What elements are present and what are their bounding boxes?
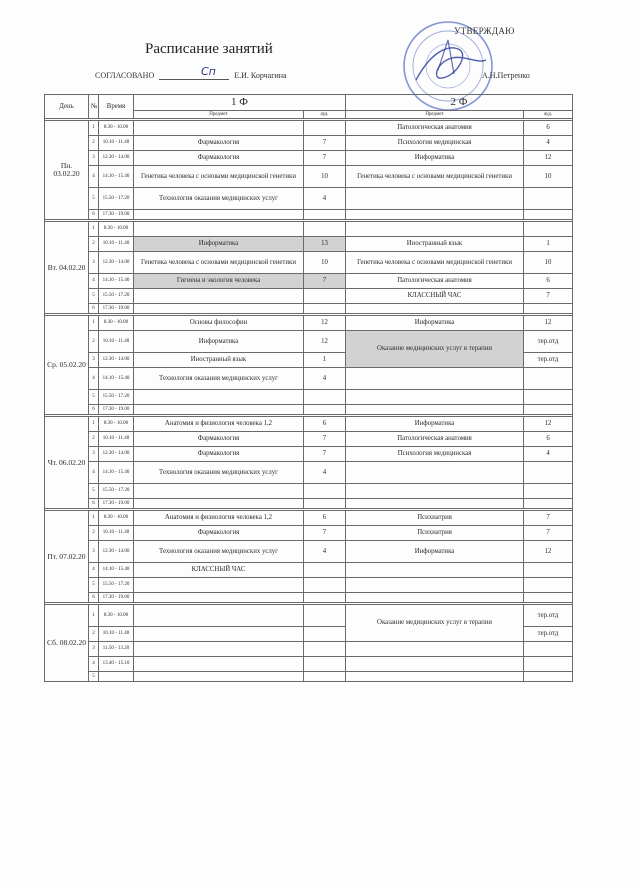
lesson-number: 1	[89, 605, 99, 627]
room-group-1: 7	[304, 274, 346, 289]
table-row	[45, 222, 573, 237]
room-group-1: 10	[304, 166, 346, 188]
subject-group-1: Иностранный язык	[134, 353, 304, 368]
room-group-2	[524, 390, 573, 405]
table-row	[45, 237, 573, 252]
agreed-name: Е.И. Корчагина	[234, 71, 287, 80]
room-group-1: 7	[304, 151, 346, 166]
lesson-time: 15.50 - 17.20	[99, 289, 134, 304]
room-group-1	[304, 289, 346, 304]
subject-group-2: Информатика	[346, 417, 524, 432]
room-group-2	[524, 657, 573, 672]
table-row	[45, 331, 573, 353]
table-row	[45, 484, 573, 499]
room-group-2: 7	[524, 526, 573, 541]
lesson-time: 8.30 - 10.00	[99, 417, 134, 432]
lesson-number: 1	[89, 417, 99, 432]
approve-label: УТВЕРЖДАЮ	[454, 26, 515, 36]
room-group-1	[304, 672, 346, 682]
lesson-time: 10.10 - 11.40	[99, 136, 134, 151]
lesson-number: 4	[89, 274, 99, 289]
lesson-time: 12.30 - 14.00	[99, 447, 134, 462]
subject-group-2	[346, 593, 524, 603]
room-group-2	[524, 642, 573, 657]
table-row	[45, 672, 573, 682]
room-group-1: 4	[304, 541, 346, 563]
room-group-1	[304, 390, 346, 405]
lesson-number: 3	[89, 541, 99, 563]
lesson-number: 3	[89, 151, 99, 166]
lesson-number: 1	[89, 121, 99, 136]
lesson-number: 6	[89, 405, 99, 415]
lesson-time: 12.30 - 14.00	[99, 151, 134, 166]
day-label: Пн. 03.02.20	[45, 121, 89, 220]
room-group-2	[524, 672, 573, 682]
lesson-time	[99, 672, 134, 682]
room-group-1	[304, 642, 346, 657]
lesson-number: 4	[89, 368, 99, 390]
room-group-2	[524, 462, 573, 484]
subject-group-2	[346, 462, 524, 484]
lesson-number: 5	[89, 390, 99, 405]
subject-group-2: Информатика	[346, 541, 524, 563]
header-subject-1: Предмет	[134, 111, 304, 119]
subject-group-1: Анатомия и физиология человека 1,2	[134, 511, 304, 526]
table-row	[45, 151, 573, 166]
room-group-1: 1	[304, 353, 346, 368]
room-group-1: 7	[304, 432, 346, 447]
room-group-2: 6	[524, 121, 573, 136]
room-group-1	[304, 657, 346, 672]
room-group-1	[304, 499, 346, 509]
table-row	[45, 432, 573, 447]
subject-group-1: Технология оказания медицинских услуг	[134, 541, 304, 563]
subject-group-1: Фармакология	[134, 151, 304, 166]
room-group-2: 12	[524, 316, 573, 331]
subject-group-1	[134, 657, 304, 672]
subject-group-2	[346, 405, 524, 415]
lesson-number: 5	[89, 289, 99, 304]
header-room-2: ауд.	[524, 111, 573, 119]
schedule-table	[44, 94, 573, 682]
subject-group-2: Психология медицинская	[346, 447, 524, 462]
room-group-1	[304, 210, 346, 220]
table-row	[45, 252, 573, 274]
subject-group-2: Иностранный язык	[346, 237, 524, 252]
header-group-1: 1 Ф	[134, 95, 346, 111]
table-row	[45, 188, 573, 210]
room-group-1: 4	[304, 368, 346, 390]
subject-group-2: Патологическая анатомия	[346, 121, 524, 136]
subject-group-1	[134, 605, 304, 627]
lesson-time: 14.10 - 15.40	[99, 563, 134, 578]
table-row	[45, 368, 573, 390]
lesson-number: 6	[89, 210, 99, 220]
room-group-2: тер.отд	[524, 605, 573, 627]
table-row	[45, 136, 573, 151]
header-time: Время	[99, 95, 134, 119]
table-row	[45, 541, 573, 563]
room-group-1	[304, 121, 346, 136]
subject-group-1	[134, 222, 304, 237]
signature-line	[159, 71, 229, 80]
lesson-number: 2	[89, 331, 99, 353]
lesson-time: 17.30 - 19.00	[99, 210, 134, 220]
room-group-1	[304, 578, 346, 593]
table-row	[45, 316, 573, 331]
room-group-2	[524, 593, 573, 603]
room-group-2: 4	[524, 447, 573, 462]
subject-group-2: Патологическая анатомия	[346, 274, 524, 289]
header-day: День	[45, 95, 89, 119]
table-row	[45, 462, 573, 484]
room-group-2: 10	[524, 252, 573, 274]
day-label: Чт. 06.02.20	[45, 417, 89, 509]
lesson-number: 6	[89, 499, 99, 509]
lesson-number: 1	[89, 316, 99, 331]
room-group-2: 12	[524, 541, 573, 563]
subject-group-1: Фармакология	[134, 447, 304, 462]
subject-group-1	[134, 593, 304, 603]
room-group-2	[524, 188, 573, 210]
subject-group-1	[134, 642, 304, 657]
lesson-number: 5	[89, 484, 99, 499]
room-group-2: 10	[524, 166, 573, 188]
lesson-time: 8.30 - 10.00	[99, 605, 134, 627]
lesson-time: 10.10 - 11.40	[99, 526, 134, 541]
room-group-2: 12	[524, 417, 573, 432]
lesson-number: 5	[89, 578, 99, 593]
room-group-1: 12	[304, 316, 346, 331]
subject-group-1: Анатомия и физиология человека 1,2	[134, 417, 304, 432]
subject-group-2: Информатика	[346, 151, 524, 166]
header-subject-2: Предмет	[346, 111, 524, 119]
subject-group-1: Фармакология	[134, 526, 304, 541]
subject-group-2	[346, 368, 524, 390]
lesson-number: 5	[89, 188, 99, 210]
table-row	[45, 289, 573, 304]
room-group-2	[524, 578, 573, 593]
lesson-time: 11.50 - 13.20	[99, 642, 134, 657]
subject-group-1: Фармакология	[134, 432, 304, 447]
room-group-2	[524, 499, 573, 509]
subject-group-1: Информатика	[134, 237, 304, 252]
table-row	[45, 274, 573, 289]
day-label: Сб. 08.02.20	[45, 605, 89, 682]
lesson-time: 12.30 - 14.00	[99, 353, 134, 368]
lesson-time: 17.30 - 19.00	[99, 304, 134, 314]
day-label: Пт. 07.02.20	[45, 511, 89, 603]
lesson-time: 14.10 - 15.40	[99, 166, 134, 188]
table-row	[45, 405, 573, 415]
room-group-2: тер.отд	[524, 627, 573, 642]
room-group-1	[304, 593, 346, 603]
agreed-signature: Сп	[201, 65, 216, 78]
table-row	[45, 578, 573, 593]
subject-group-1: КЛАССНЫЙ ЧАС	[134, 563, 304, 578]
subject-group-2: Информатика	[346, 316, 524, 331]
lesson-time: 10.10 - 11.40	[99, 627, 134, 642]
lesson-time: 15.50 - 17.20	[99, 484, 134, 499]
table-row	[45, 390, 573, 405]
subject-group-2	[346, 642, 524, 657]
lesson-number: 4	[89, 657, 99, 672]
subject-group-2	[346, 499, 524, 509]
room-group-1	[304, 484, 346, 499]
lesson-number: 1	[89, 222, 99, 237]
subject-group-1: Технология оказания медицинских услуг	[134, 462, 304, 484]
subject-group-2	[346, 390, 524, 405]
lesson-time: 10.10 - 11.40	[99, 237, 134, 252]
room-group-1: 7	[304, 136, 346, 151]
room-group-2: тер.отд	[524, 353, 573, 368]
subject-group-2	[346, 657, 524, 672]
header-number: №	[89, 95, 99, 119]
table-row	[45, 511, 573, 526]
subject-group-1	[134, 627, 304, 642]
room-group-2: 7	[524, 289, 573, 304]
subject-group-2	[346, 484, 524, 499]
lesson-number: 4	[89, 563, 99, 578]
room-group-1: 7	[304, 447, 346, 462]
lesson-time: 17.30 - 19.00	[99, 499, 134, 509]
director-name: А.Н.Петренко	[482, 71, 530, 80]
subject-group-2: Оказание медицинских услуг в терапии	[346, 605, 524, 642]
subject-group-1	[134, 390, 304, 405]
subject-group-2	[346, 210, 524, 220]
lesson-time: 8.30 - 10.00	[99, 316, 134, 331]
lesson-number: 3	[89, 252, 99, 274]
subject-group-2	[346, 578, 524, 593]
room-group-2: 12	[524, 151, 573, 166]
header-room-1: ауд.	[304, 111, 346, 119]
subject-group-1	[134, 578, 304, 593]
subject-group-1: Генетика человека с основами медицинской генетики	[134, 252, 304, 274]
subject-group-2: Психология медицинская	[346, 136, 524, 151]
lesson-number: 3	[89, 353, 99, 368]
lesson-time: 14.10 - 15.40	[99, 368, 134, 390]
subject-group-1	[134, 121, 304, 136]
table-row	[45, 447, 573, 462]
lesson-time: 13.40 - 15.10	[99, 657, 134, 672]
lesson-number: 2	[89, 237, 99, 252]
subject-group-1: Фармакология	[134, 136, 304, 151]
table-row	[45, 304, 573, 314]
table-row	[45, 642, 573, 657]
subject-group-1	[134, 210, 304, 220]
subject-group-2: КЛАССНЫЙ ЧАС	[346, 289, 524, 304]
table-row	[45, 166, 573, 188]
room-group-1: 6	[304, 511, 346, 526]
page-title: Расписание занятий	[145, 41, 273, 57]
table-row	[45, 121, 573, 136]
room-group-2: 1	[524, 237, 573, 252]
table-row	[45, 210, 573, 220]
table-row	[45, 499, 573, 509]
subject-group-1	[134, 405, 304, 415]
subject-group-1: Генетика человека с основами медицинской генетики	[134, 166, 304, 188]
room-group-2	[524, 563, 573, 578]
lesson-number: 6	[89, 593, 99, 603]
lesson-number: 2	[89, 136, 99, 151]
subject-group-1: Гигиена и экология человека	[134, 274, 304, 289]
lesson-time: 15.50 - 17.20	[99, 390, 134, 405]
lesson-number: 2	[89, 526, 99, 541]
lesson-time: 14.10 - 15.40	[99, 462, 134, 484]
subject-group-2	[346, 563, 524, 578]
subject-group-2: Патологическая анатомия	[346, 432, 524, 447]
subject-group-2	[346, 222, 524, 237]
lesson-time: 10.10 - 11.40	[99, 432, 134, 447]
room-group-2	[524, 405, 573, 415]
subject-group-2	[346, 672, 524, 682]
subject-group-2: Психиатрия	[346, 526, 524, 541]
room-group-1	[304, 304, 346, 314]
table-row	[45, 526, 573, 541]
lesson-time: 8.30 - 10.00	[99, 121, 134, 136]
room-group-2: 7	[524, 511, 573, 526]
room-group-1	[304, 627, 346, 642]
lesson-number: 2	[89, 627, 99, 642]
room-group-2	[524, 210, 573, 220]
lesson-time: 8.30 - 10.00	[99, 511, 134, 526]
day-label: Вт. 04.02.20	[45, 222, 89, 314]
room-group-2: 6	[524, 274, 573, 289]
agreed-label: СОГЛАСОВАНО	[95, 71, 155, 80]
lesson-time: 17.30 - 19.00	[99, 405, 134, 415]
room-group-2	[524, 368, 573, 390]
lesson-number: 6	[89, 304, 99, 314]
lesson-time: 15.50 - 17.20	[99, 578, 134, 593]
lesson-number: 3	[89, 642, 99, 657]
subject-group-2: Генетика человека с основами медицинской генетики	[346, 166, 524, 188]
room-group-1: 10	[304, 252, 346, 274]
lesson-time: 12.30 - 14.00	[99, 252, 134, 274]
subject-group-2: Психиатрия	[346, 511, 524, 526]
lesson-number: 5	[89, 672, 99, 682]
lesson-number: 1	[89, 511, 99, 526]
lesson-number: 4	[89, 166, 99, 188]
room-group-1: 12	[304, 331, 346, 353]
room-group-2: 4	[524, 136, 573, 151]
room-group-1: 6	[304, 417, 346, 432]
lesson-time: 12.30 - 14.00	[99, 541, 134, 563]
room-group-2	[524, 222, 573, 237]
room-group-1: 4	[304, 462, 346, 484]
lesson-number: 3	[89, 447, 99, 462]
lesson-time: 15.50 - 17.20	[99, 188, 134, 210]
room-group-1: 4	[304, 188, 346, 210]
table-row	[45, 605, 573, 627]
lesson-number: 2	[89, 432, 99, 447]
subject-group-2	[346, 304, 524, 314]
subject-group-2: Оказание медицинских услуг в терапии	[346, 331, 524, 368]
subject-group-1	[134, 289, 304, 304]
room-group-2	[524, 304, 573, 314]
subject-group-1	[134, 304, 304, 314]
lesson-time: 10.10 - 11.40	[99, 331, 134, 353]
lesson-time: 14.10 - 15.40	[99, 274, 134, 289]
subject-group-1	[134, 672, 304, 682]
header-group-2: 2 Ф	[346, 95, 573, 111]
room-group-1	[304, 405, 346, 415]
room-group-1: 13	[304, 237, 346, 252]
table-row	[45, 417, 573, 432]
table-row	[45, 657, 573, 672]
room-group-1: 7	[304, 526, 346, 541]
subject-group-1: Информатика	[134, 331, 304, 353]
subject-group-1: Технология оказания медицинских услуг	[134, 368, 304, 390]
lesson-time: 8.30 - 10.00	[99, 222, 134, 237]
room-group-1	[304, 222, 346, 237]
room-group-2: 6	[524, 432, 573, 447]
day-label: Ср. 05.02.20	[45, 316, 89, 415]
room-group-1	[304, 605, 346, 627]
subject-group-1: Основы философии	[134, 316, 304, 331]
room-group-2	[524, 484, 573, 499]
subject-group-2: Генетика человека с основами медицинской генетики	[346, 252, 524, 274]
subject-group-2	[346, 188, 524, 210]
lesson-time: 17.30 - 19.00	[99, 593, 134, 603]
room-group-1	[304, 563, 346, 578]
table-row	[45, 593, 573, 603]
room-group-2: тер.отд	[524, 331, 573, 353]
subject-group-1	[134, 499, 304, 509]
lesson-number: 4	[89, 462, 99, 484]
agreed-block	[95, 65, 287, 80]
subject-group-1	[134, 484, 304, 499]
subject-group-1: Технология оказания медицинских услуг	[134, 188, 304, 210]
table-row	[45, 563, 573, 578]
